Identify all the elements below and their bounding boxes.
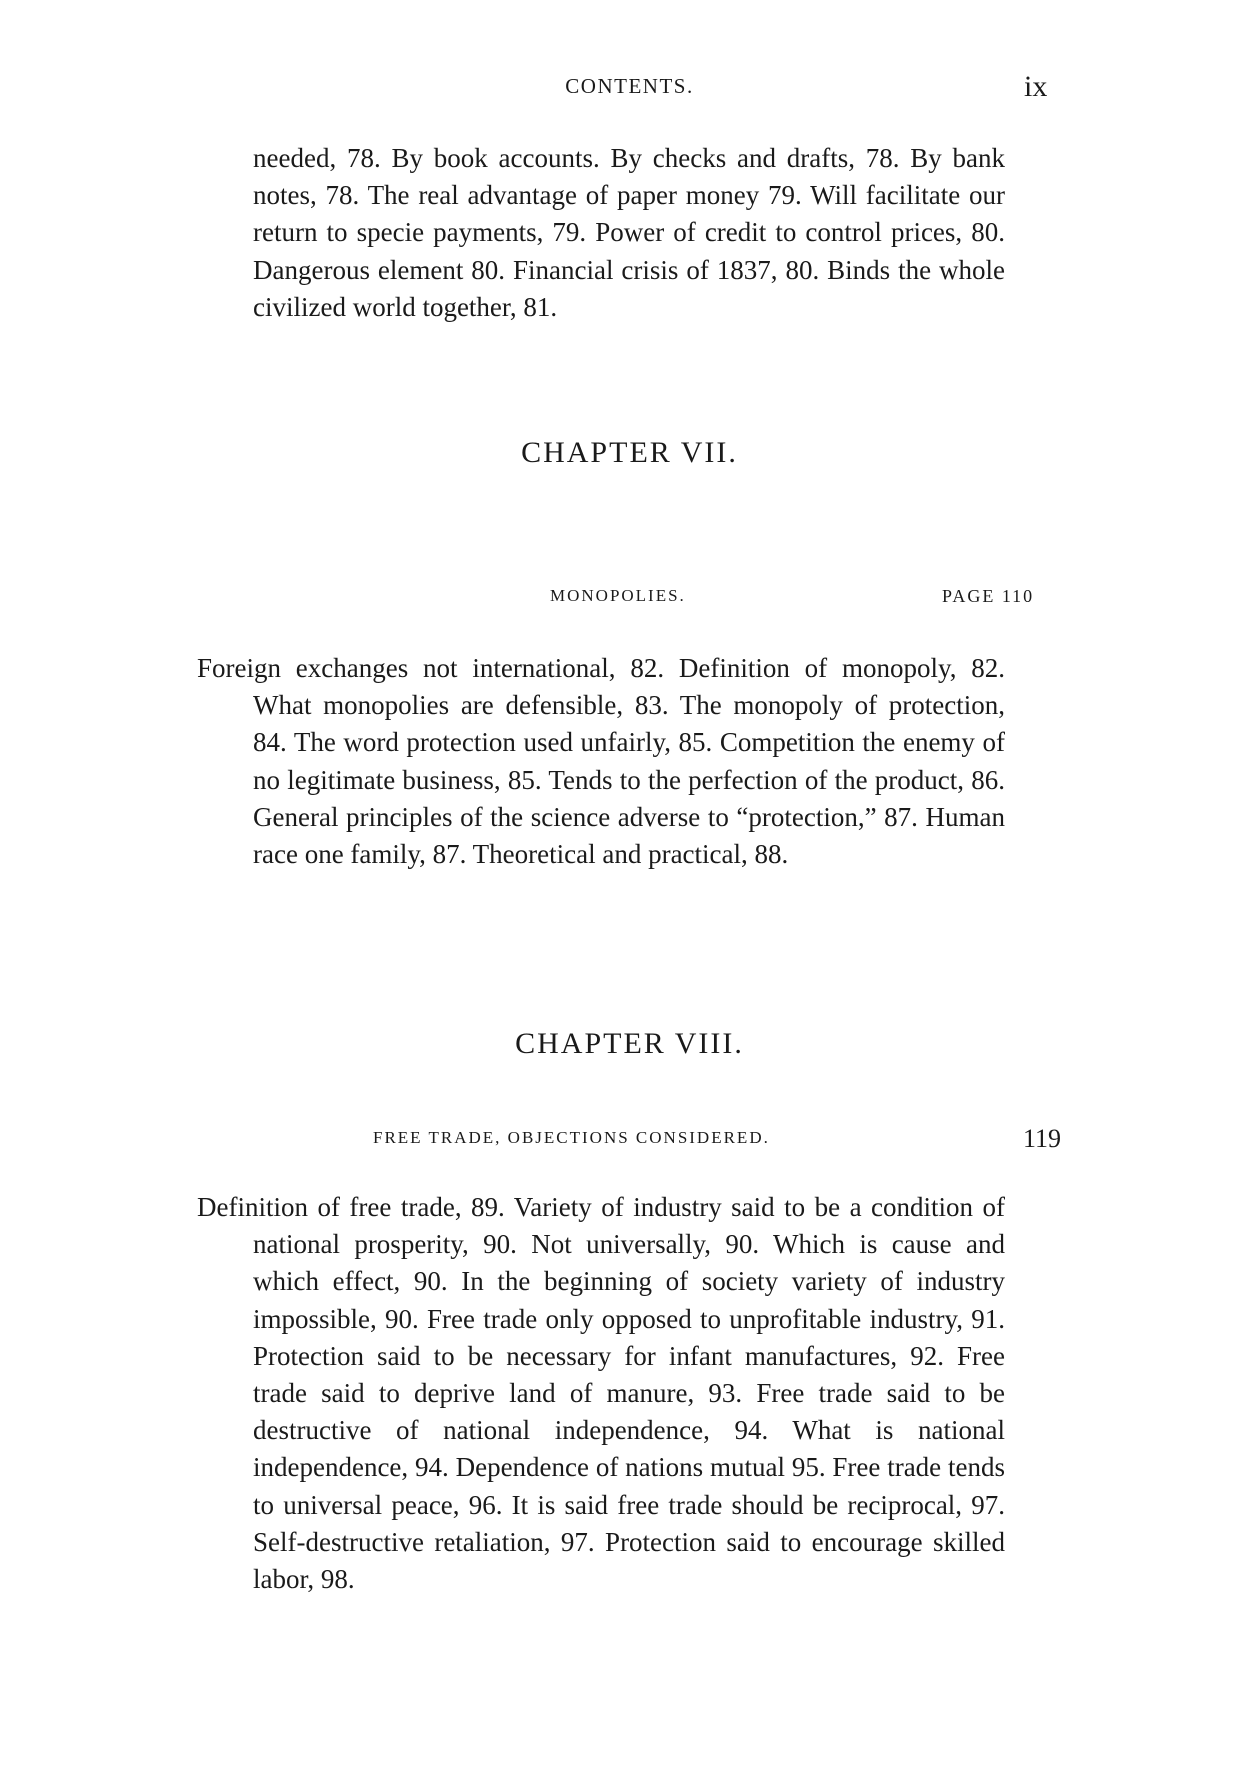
running-title: CONTENTS. [565,74,694,98]
chapter-vii-title: CHAPTER VII. [521,436,738,469]
continuation-paragraph: needed, 78. By book accounts. By checks and drafts, 78. By bank notes, 78. The real advantage of paper money 79. Will facilitate our return to specie payments, 79. Power of credit to control prices, 80. Dangerous element 80. Financial crisis of 1837, 80. Binds the whole civilized world together, 81. [253,143,1005,322]
chapter-vii-page: PAGE 110 [942,586,1035,606]
chapter-viii-summary: Definition of free trade, 89. Variety of industry said to be a condition of national prosperity, 90. Not universally, 90. Which is cause and which effect, 90. In the beginning of society variety of industry impossible, 90. Free trade only opposed to unprofitable industry, 91. Protection said to be necessary for infant manufactures, 92. Free trade said to deprive land of manure, 93. Free trade said to be destructive of national independence, 94. What is national independence, 94. Dependence of nations mutual 95. Free trade tends to universal peace, 96. It is said free trade should be reciprocal, 97. Self-destructive retaliation, 97. Protection said to encourage skilled labor, 98. [197,1192,1005,1595]
chapter-vii-subject: MONOPOLIES. [550,586,686,605]
chapter-viii-page: 119 [1023,1124,1062,1153]
page-number: ix [1024,70,1048,103]
chapter-viii-title: CHAPTER VIII. [515,1027,744,1060]
chapter-vii-summary: Foreign exchanges not international, 82. Definition of monopoly, 82. What monopolies are defensible, 83. The monopoly of protection, 84. The word protection used unfairly, 85. Competition the enemy of no legitimate business, 85. Tends to the perfection of the product, 86. General principles of the science adverse to “protection,” 87. Human race one family, 87. Theoretical and practical, 88. [197,653,1005,870]
chapter-viii-subject: FREE TRADE, OBJECTIONS CONSIDERED. [373,1128,770,1147]
running-head [0,70,1259,110]
